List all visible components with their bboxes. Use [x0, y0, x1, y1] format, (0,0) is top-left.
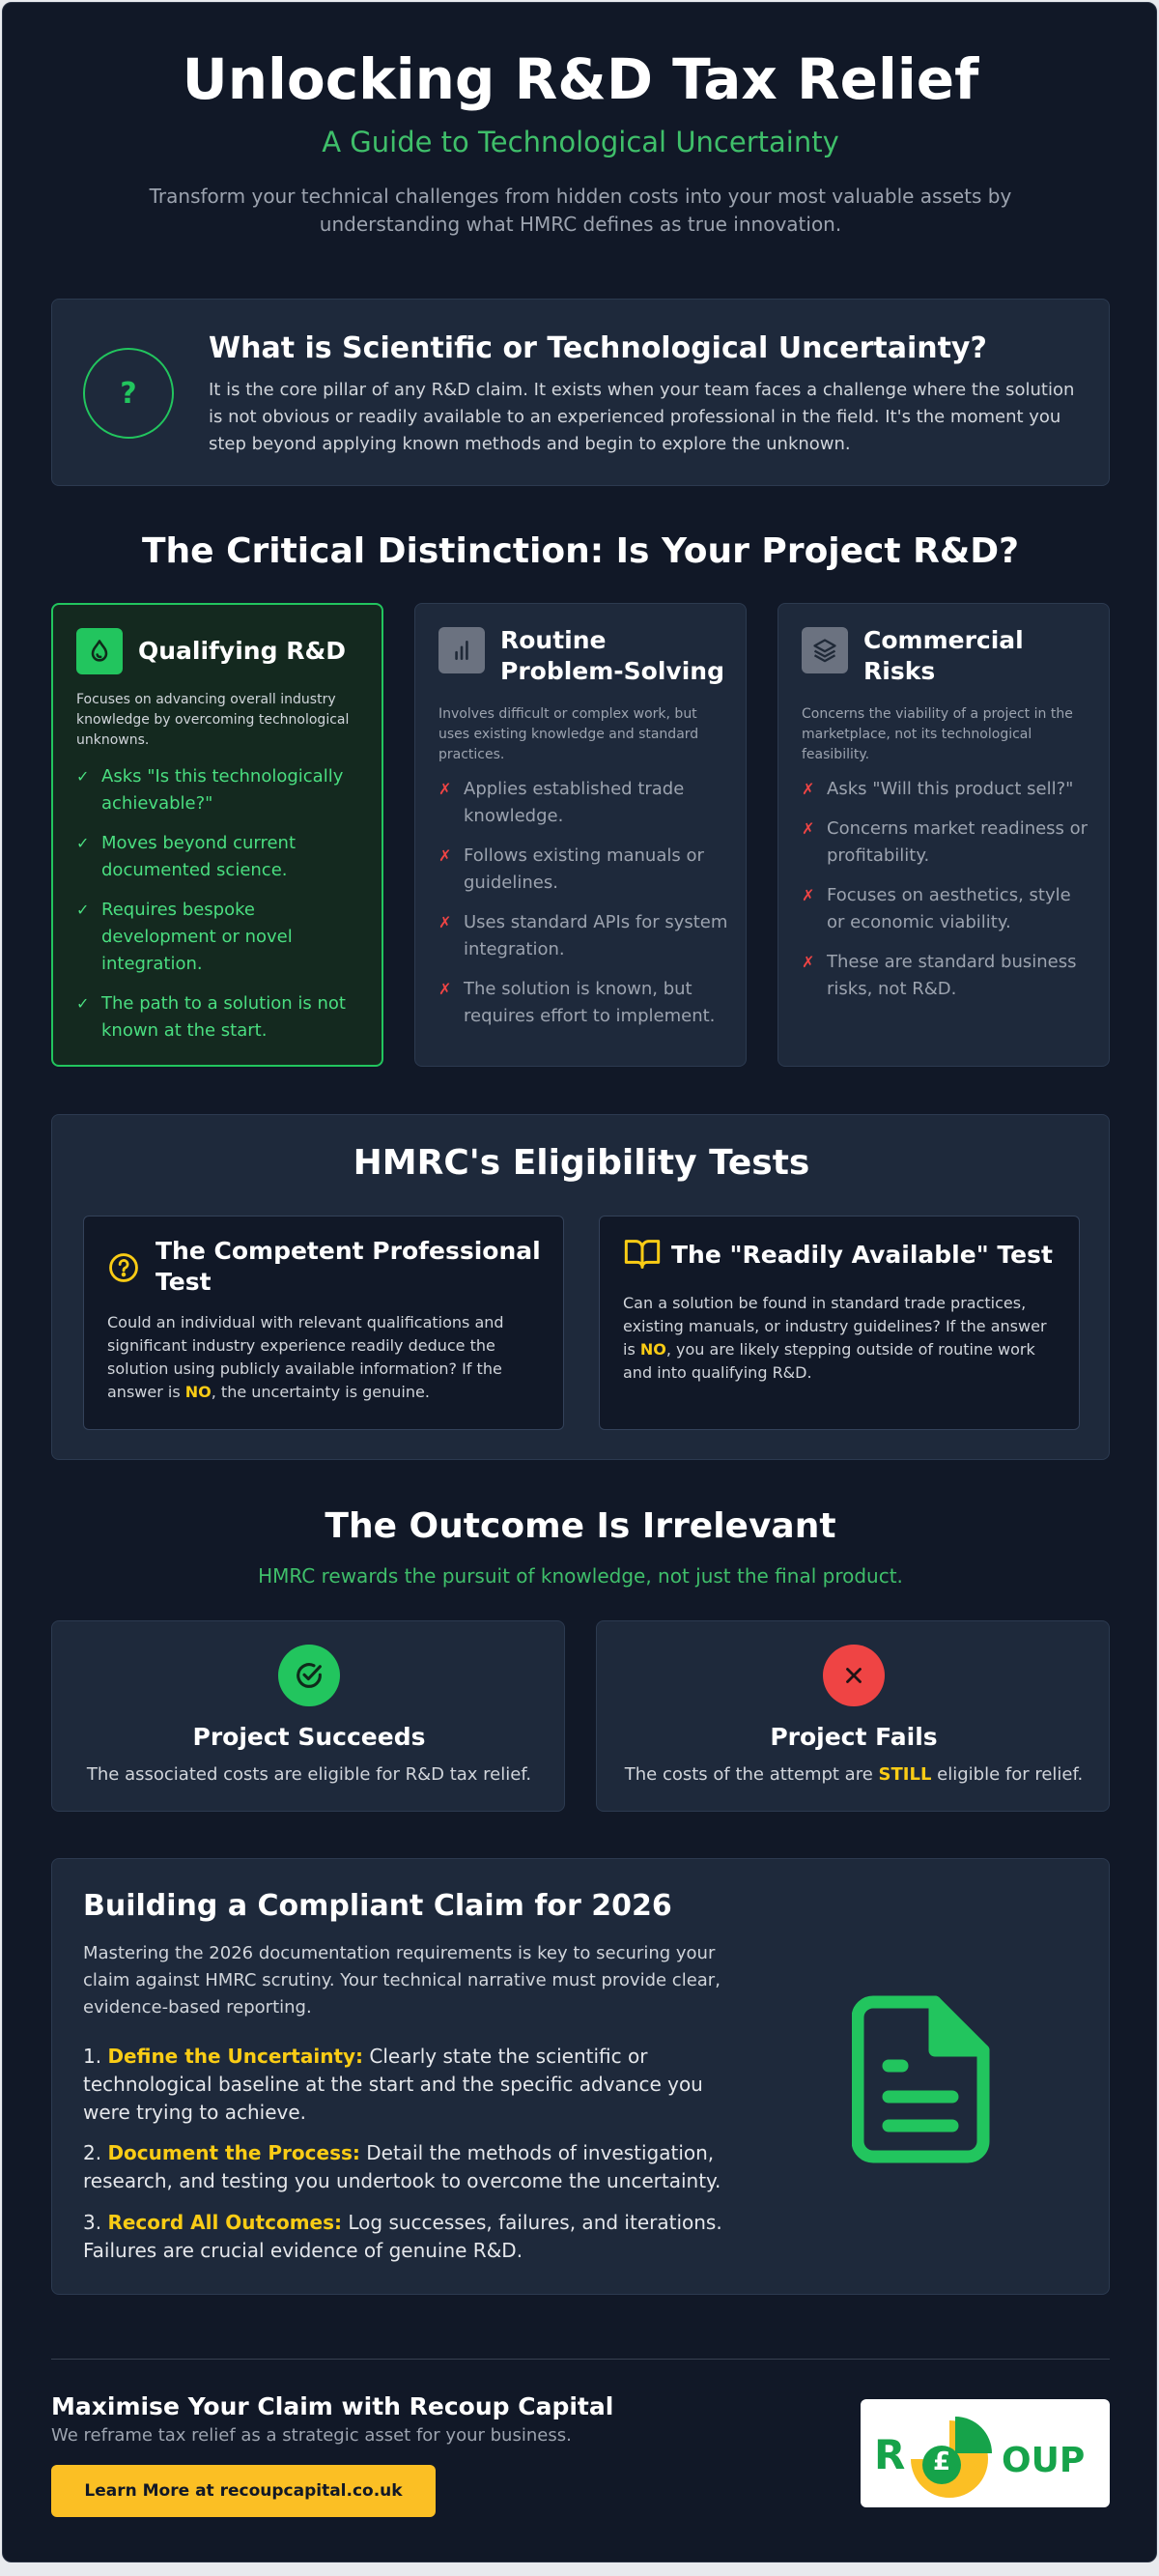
bar-chart-icon [438, 627, 485, 673]
x-mark-icon: ✗ [438, 913, 452, 931]
routine-problem-solving-card [414, 603, 747, 1067]
list-item: ✗ Follows existing manuals or guidelines. [438, 843, 728, 897]
claim-step: 2. Document the Process: Detail the methods of investigation, research, and testing you undertook to overcome the uncertainty. [83, 2141, 721, 2192]
check-icon: ✓ [76, 901, 90, 919]
claim-step: 1. Define the Uncertainty: Clearly state the scientific or technological baseline at the start and the specific advance you were trying to achieve. [83, 2045, 703, 2124]
list-item: ✓ Asks "Is this technologically achievable?" [76, 763, 366, 817]
list-item: ✓ The path to a solution is not known at the start. [76, 990, 366, 1045]
outcome-subheading: HMRC rewards the pursuit of knowledge, not just the final product. [258, 1564, 903, 1588]
compliant-claim-title: Building a Compliant Claim for 2026 [83, 1889, 672, 1923]
page-title: Unlocking R&D Tax Relief [182, 46, 979, 112]
logo-coin-symbol: £ [932, 2447, 951, 2476]
project-fails-title: Project Fails [770, 1723, 938, 1751]
competent-professional-test [83, 1216, 564, 1430]
list-item: ✗ Concerns market readiness or profitability. [802, 816, 1091, 870]
readily-available-test [599, 1216, 1080, 1430]
check-circle-icon [278, 1645, 340, 1706]
list-item: ✗ The solution is known, but requires effort to implement. [438, 976, 728, 1030]
page-intro: Transform your technical challenges from hidden costs into your most valuable assets by understanding what HMRC defines as true innovation. [149, 185, 1012, 236]
x-mark-icon: ✗ [438, 780, 452, 798]
x-mark-icon: ✗ [438, 846, 452, 865]
claim-step: 3. Record All Outcomes: Log successes, failures, and iterations. Failures are crucial evidence of genuine R&D. [83, 2211, 722, 2262]
project-succeeds-title: Project Succeeds [192, 1723, 426, 1751]
eligibility-tests-heading: HMRC's Eligibility Tests [353, 1143, 810, 1183]
list-item: ✗ Uses standard APIs for system integration. [438, 909, 728, 963]
list-item: ✗ Asks "Will this product sell?" [802, 776, 1091, 803]
qualifying-rd-title: Qualifying R&D [138, 637, 347, 665]
distinction-heading: The Critical Distinction: Is Your Project R&D? [141, 531, 1020, 571]
layers-icon [802, 627, 848, 673]
check-icon: ✓ [76, 834, 90, 852]
commercial-risks-card [777, 603, 1110, 1067]
compliant-claim-intro: Mastering the 2026 documentation requirements is key to securing your claim against HMRC scrutiny. Your technical narrative must provide clear, evidence-based reporting. [83, 1943, 721, 2018]
qualifying-rd-card [51, 603, 383, 1067]
commercial-risks-description: Concerns the viability of a project in the marketplace, not its technological feasibility. [802, 706, 1073, 762]
footer-subtitle: We reframe tax relief as a strategic asset for your business. [51, 2425, 572, 2446]
uncertainty-card [51, 299, 1110, 486]
book-open-icon [623, 1238, 662, 1274]
page-subtitle: A Guide to Technological Uncertainty [322, 126, 839, 158]
recoup-capital-logo[interactable] [861, 2399, 1110, 2507]
flask-icon [76, 628, 123, 674]
list-item: ✗ Applies established trade knowledge. [438, 776, 728, 830]
learn-more-button[interactable]: Learn More at recoupcapital.co.uk [51, 2465, 436, 2517]
commercial-risks-title: Commercial Risks [863, 626, 1024, 685]
commercial-risks-list [802, 776, 1091, 1016]
footer-divider [51, 2359, 1110, 2360]
eligibility-tests-card [51, 1114, 1110, 1460]
competent-professional-title: The Competent Professional Test [155, 1237, 541, 1296]
help-circle-icon [107, 1251, 140, 1288]
logo-text-left: R [874, 2431, 906, 2478]
project-fails-card [596, 1620, 1110, 1812]
competent-professional-text: Could an individual with relevant qualifications and significant industry experience readily deduce the solution using publicly available information? If the answer is NO, the uncertainty is genuine. [107, 1313, 504, 1401]
document-icon [852, 1994, 991, 2168]
routine-problem-solving-title: Routine Problem-Solving [500, 626, 724, 685]
uncertainty-text: It is the core pillar of any R&D claim. It exists when your team faces a challenge where the solution is not obvious or readily available to an experienced professional in the field. It's the moment you step beyond applying known methods and begin to explore the unknown. [209, 380, 1075, 454]
logo-text-right: OUP [1002, 2441, 1086, 2480]
qualifying-rd-list [76, 763, 366, 1057]
compliant-claim-card [51, 1858, 1110, 2295]
project-succeeds-card [51, 1620, 565, 1812]
x-mark-icon: ✗ [802, 819, 815, 838]
project-fails-text: The costs of the attempt are STILL eligible for relief. [624, 1764, 1084, 1785]
routine-problem-solving-list [438, 776, 728, 1043]
question-icon: ? [83, 348, 174, 439]
outcome-heading: The Outcome Is Irrelevant [325, 1506, 836, 1546]
list-item: ✗ These are standard business risks, not R&D. [802, 949, 1091, 1003]
readily-available-title: The "Readily Available" Test [671, 1241, 1053, 1269]
list-item: ✗ Focuses on aesthetics, style or economic viability. [802, 882, 1091, 936]
qualifying-rd-description: Focuses on advancing overall industry knowledge by overcoming technological unknowns. [76, 692, 350, 748]
x-mark-icon: ✗ [802, 780, 815, 798]
infographic-page [2, 2, 1157, 2562]
project-succeeds-text: The associated costs are eligible for R&D tax relief. [86, 1764, 532, 1785]
footer-title: Maximise Your Claim with Recoup Capital [51, 2392, 614, 2420]
check-icon: ✓ [76, 994, 90, 1013]
list-item: ✓ Requires bespoke development or novel integration. [76, 897, 366, 978]
x-mark-icon: ✗ [802, 886, 815, 904]
x-mark-icon: ✗ [802, 953, 815, 971]
check-icon: ✓ [76, 767, 90, 786]
x-mark-icon: ✗ [438, 980, 452, 998]
list-item: ✓ Moves beyond current documented science. [76, 830, 366, 884]
readily-available-text: Can a solution be found in standard trade practices, existing manuals, or industry guidelines? If the answer is NO, you are likely stepping outside of routine work and into qualifying R&D. [623, 1294, 1047, 1382]
x-icon [823, 1645, 885, 1706]
routine-problem-solving-description: Involves difficult or complex work, but uses existing knowledge and standard practices. [438, 706, 699, 762]
uncertainty-title: What is Scientific or Technological Uncertainty? [209, 331, 987, 365]
